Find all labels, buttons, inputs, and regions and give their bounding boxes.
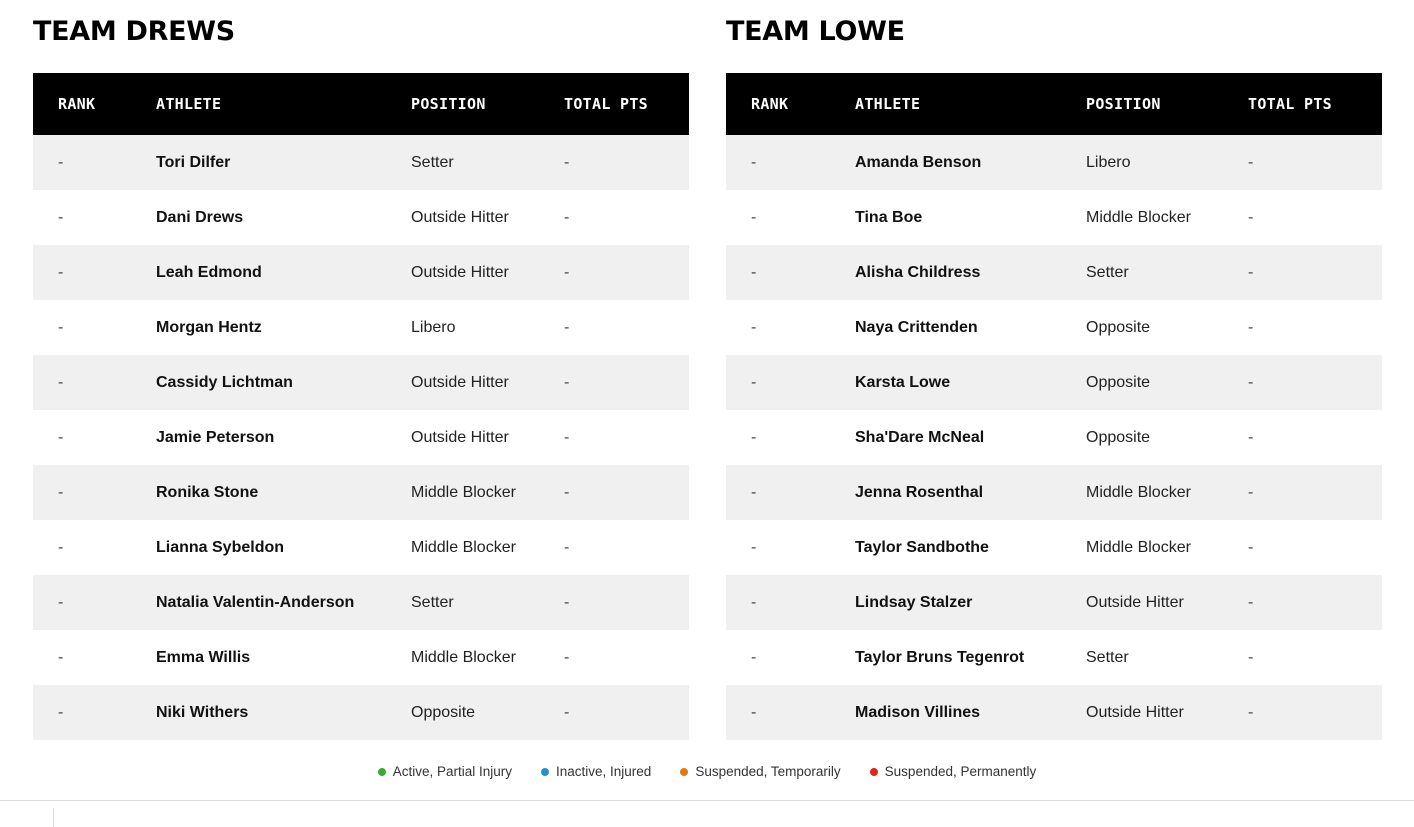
table-row (33, 355, 689, 410)
cell-position: Opposite (1086, 373, 1151, 391)
cell-position: Middle Blocker (1086, 483, 1191, 501)
cell-athlete: Niki Withers (156, 703, 249, 721)
cell-rank: - (751, 703, 757, 721)
column-header-total-pts: TOTAL PTS (1248, 95, 1332, 113)
cell-athlete: Amanda Benson (855, 153, 982, 171)
cell-rank: - (751, 648, 757, 666)
table-row (726, 190, 1382, 245)
cell-position: Opposite (1086, 318, 1151, 336)
cell-athlete: Tina Boe (855, 208, 923, 226)
cell-position: Outside Hitter (411, 428, 509, 446)
footer-divider (0, 800, 1414, 801)
roster-body (33, 135, 689, 740)
cell-total-pts: - (564, 373, 570, 391)
legend-item-suspended-temporarily (680, 764, 840, 779)
cell-position: Outside Hitter (411, 263, 509, 281)
table-row (33, 135, 689, 190)
cell-athlete: Jamie Peterson (156, 428, 275, 446)
cell-position: Setter (411, 593, 454, 611)
table-row (726, 685, 1382, 740)
cell-total-pts: - (1248, 373, 1254, 391)
legend-item-inactive-injured (541, 764, 651, 779)
cell-rank: - (58, 373, 64, 391)
cell-athlete: Alisha Childress (855, 263, 981, 281)
cell-position: Opposite (1086, 428, 1151, 446)
cell-rank: - (751, 593, 757, 611)
cell-position: Setter (1086, 263, 1129, 281)
roster-body (726, 135, 1382, 740)
status-dot-icon (870, 768, 878, 776)
cell-position: Setter (411, 153, 454, 171)
table-header-row (726, 73, 1382, 135)
cell-rank: - (751, 318, 757, 336)
cell-rank: - (751, 263, 757, 281)
cell-rank: - (58, 593, 64, 611)
cell-rank: - (58, 428, 64, 446)
cell-rank: - (58, 648, 64, 666)
cell-rank: - (58, 153, 64, 171)
cell-total-pts: - (1248, 428, 1254, 446)
column-header-athlete: ATHLETE (156, 95, 222, 113)
cell-total-pts: - (1248, 538, 1254, 556)
cell-rank: - (751, 483, 757, 501)
table-row (726, 520, 1382, 575)
cell-athlete: Ronika Stone (156, 483, 259, 501)
table-row (726, 135, 1382, 190)
cell-total-pts: - (564, 483, 570, 501)
table-row (726, 300, 1382, 355)
table-row (33, 410, 689, 465)
cell-total-pts: - (564, 593, 570, 611)
cell-position: Setter (1086, 648, 1129, 666)
cell-rank: - (58, 208, 64, 226)
cell-rank: - (751, 538, 757, 556)
cell-position: Outside Hitter (411, 208, 509, 226)
cell-position: Middle Blocker (1086, 538, 1191, 556)
table-header-row (33, 73, 689, 135)
cell-athlete: Dani Drews (156, 208, 244, 226)
table-row (33, 465, 689, 520)
cell-total-pts: - (564, 318, 570, 336)
column-header-rank: RANK (751, 95, 789, 113)
column-header-rank: RANK (58, 95, 96, 113)
cell-total-pts: - (1248, 318, 1254, 336)
cell-rank: - (58, 318, 64, 336)
team-title: TEAM DREWS (33, 16, 235, 47)
cell-position: Libero (411, 318, 456, 336)
table-row (726, 575, 1382, 630)
team-drews-roster-table (33, 73, 689, 740)
column-header-athlete: ATHLETE (855, 95, 921, 113)
cell-athlete: Morgan Hentz (156, 318, 262, 336)
column-header-position: POSITION (411, 95, 486, 113)
cell-position: Outside Hitter (411, 373, 509, 391)
cell-athlete: Emma Willis (156, 648, 251, 666)
column-header-total-pts: TOTAL PTS (564, 95, 648, 113)
cell-position: Outside Hitter (1086, 593, 1184, 611)
cell-athlete: Natalia Valentin-Anderson (156, 593, 355, 611)
cell-athlete: Taylor Sandbothe (855, 538, 989, 556)
footer-divider-tick (53, 808, 54, 827)
cell-total-pts: - (564, 648, 570, 666)
cell-position: Libero (1086, 153, 1131, 171)
table-row (726, 355, 1382, 410)
table-row (726, 245, 1382, 300)
table-row (33, 520, 689, 575)
cell-total-pts: - (1248, 153, 1254, 171)
cell-rank: - (751, 153, 757, 171)
cell-position: Middle Blocker (1086, 208, 1191, 226)
status-dot-icon (378, 768, 386, 776)
table-row (33, 685, 689, 740)
cell-position: Middle Blocker (411, 483, 516, 501)
cell-total-pts: - (564, 428, 570, 446)
cell-athlete: Tori Dilfer (156, 153, 231, 171)
legend-label: Inactive, Injured (556, 764, 652, 779)
team-drews-section (33, 0, 689, 740)
legend-item-active-partial-injury (378, 764, 512, 779)
cell-total-pts: - (564, 263, 570, 281)
cell-athlete: Madison Villines (855, 703, 981, 721)
cell-total-pts: - (564, 703, 570, 721)
status-legend (0, 764, 1414, 779)
cell-total-pts: - (1248, 648, 1254, 666)
table-row (33, 575, 689, 630)
table-row (33, 245, 689, 300)
cell-total-pts: - (1248, 703, 1254, 721)
table-row (726, 410, 1382, 465)
cell-position: Middle Blocker (411, 648, 516, 666)
cell-total-pts: - (1248, 208, 1254, 226)
cell-rank: - (751, 373, 757, 391)
cell-total-pts: - (564, 153, 570, 171)
cell-rank: - (58, 538, 64, 556)
cell-total-pts: - (1248, 593, 1254, 611)
cell-rank: - (58, 703, 64, 721)
cell-athlete: Cassidy Lichtman (156, 373, 293, 391)
cell-athlete: Lindsay Stalzer (855, 593, 973, 611)
status-dot-icon (541, 768, 549, 776)
cell-total-pts: - (564, 208, 570, 226)
cell-rank: - (751, 208, 757, 226)
cell-athlete: Taylor Bruns Tegenrot (855, 648, 1025, 666)
table-row (33, 630, 689, 685)
legend-label: Active, Partial Injury (392, 764, 513, 779)
cell-athlete: Leah Edmond (156, 263, 262, 281)
table-row (33, 300, 689, 355)
cell-athlete: Jenna Rosenthal (855, 483, 984, 501)
cell-athlete: Naya Crittenden (855, 318, 978, 336)
status-dot-icon (680, 768, 688, 776)
cell-rank: - (751, 428, 757, 446)
legend-label: Suspended, Temporarily (695, 764, 841, 779)
cell-athlete: Karsta Lowe (855, 373, 951, 391)
cell-athlete: Sha'Dare McNeal (855, 428, 985, 446)
cell-rank: - (58, 263, 64, 281)
cell-total-pts: - (1248, 263, 1254, 281)
legend-item-suspended-permanently (870, 764, 1037, 779)
cell-athlete: Lianna Sybeldon (156, 538, 285, 556)
table-row (33, 190, 689, 245)
cell-position: Opposite (411, 703, 476, 721)
legend-label: Suspended, Permanently (884, 764, 1037, 779)
team-lowe-roster-table (726, 73, 1382, 740)
cell-position: Middle Blocker (411, 538, 516, 556)
cell-total-pts: - (1248, 483, 1254, 501)
team-lowe-section (726, 0, 1382, 740)
cell-rank: - (58, 483, 64, 501)
table-row (726, 630, 1382, 685)
cell-total-pts: - (564, 538, 570, 556)
column-header-position: POSITION (1086, 95, 1161, 113)
cell-position: Outside Hitter (1086, 703, 1184, 721)
team-title: TEAM LOWE (726, 16, 905, 47)
table-row (726, 465, 1382, 520)
